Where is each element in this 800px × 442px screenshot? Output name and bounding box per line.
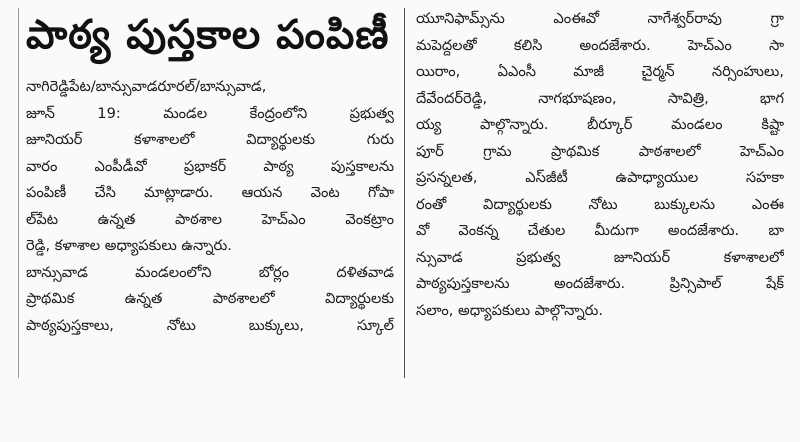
left-column (26, 8, 394, 378)
body-line: ల్‌పేట ఉన్నత పాఠశాల హెచ్‌ఎం వెంకట్రాం (26, 210, 394, 228)
headline: పాఠ్య పుస్తకాల పంపిణీ (26, 12, 390, 58)
left-column-body (26, 74, 394, 339)
body-line: రెడ్డి, కళాశాల అధ్యాపకులు ఉన్నారు. (26, 237, 232, 254)
body-line: నాగిరెడ్డిపేట/బాన్సువాడరూరల్/బాన్సువాడ, (26, 78, 267, 95)
body-line: య్య పాల్గొన్నారు. బీర్కూర్ మండలం కిష్టా (416, 116, 784, 133)
body-line: యూనిఫామ్స్‌ను ఎంఈవో నాగేశ్వర్‌రావు గ్రా (416, 10, 784, 27)
left-margin-rule (18, 8, 19, 378)
body-line: ప్రాథమిక ఉన్నత పాఠశాలలో విద్యార్థులకు (26, 290, 394, 307)
body-line: దేవేందర్‌రెడ్డి, నాగభూషణం, సావిత్రి, భాగ (416, 89, 784, 107)
body-line: సలాం, అధ్యాపకులు పాల్గొన్నారు. (416, 301, 603, 319)
body-line: రంతో విద్యార్థులకు నోటు బుక్కులను ఎంఈ (416, 195, 784, 213)
right-column-body (416, 6, 784, 378)
body-line: యిరాం, ఏఎంసీ మాజీ చైర్మన్ నర్సింహులు, (416, 63, 784, 80)
body-line: వో వెంకన్న చేతుల మీదుగా అందజేశారు. బా (416, 222, 784, 239)
body-line: పాఠ్యపుస్తకాలను అందజేశారు. ప్రిన్సిపాల్ షేక్ (416, 275, 784, 292)
column-divider (404, 8, 405, 378)
body-line: న్సువాడ ప్రభుత్వ జూనియర్ కళాశాలలో (416, 248, 784, 266)
body-line: ప్రసన్నలత, ఎస్‌జీటీ ఉపాధ్యాయుల సహకా (416, 169, 784, 186)
body-line: పంపిణీ చేసి మాట్లాడారు. ఆయన వెంట గోపా (26, 184, 394, 201)
body-line: జూన్ 19: మండల కేంద్రంలోని ప్రభుత్వ (26, 104, 394, 122)
body-line: మపెద్దలతో కలిసి అందజేశారు. హెచ్‌ఎం సా (416, 36, 784, 54)
body-line: పాఠ్యపుస్తకాలు, నోటు బుక్కులు, స్కూల్ (26, 316, 394, 334)
body-line: బాన్సువాడ మండలంలోని బోర్లం దళితవాడ (26, 263, 394, 281)
body-line: జూనియర్ కళాశాలలో విద్యార్థులకు గురు (26, 131, 394, 148)
body-line: వారం ఎంపీడీవో ప్రభాకర్ పాఠ్య పుస్తకాలను (26, 157, 394, 175)
body-line: పూర్ గ్రామ ప్రాథమిక పాఠశాలలో హెచ్‌ఎం (416, 142, 784, 160)
